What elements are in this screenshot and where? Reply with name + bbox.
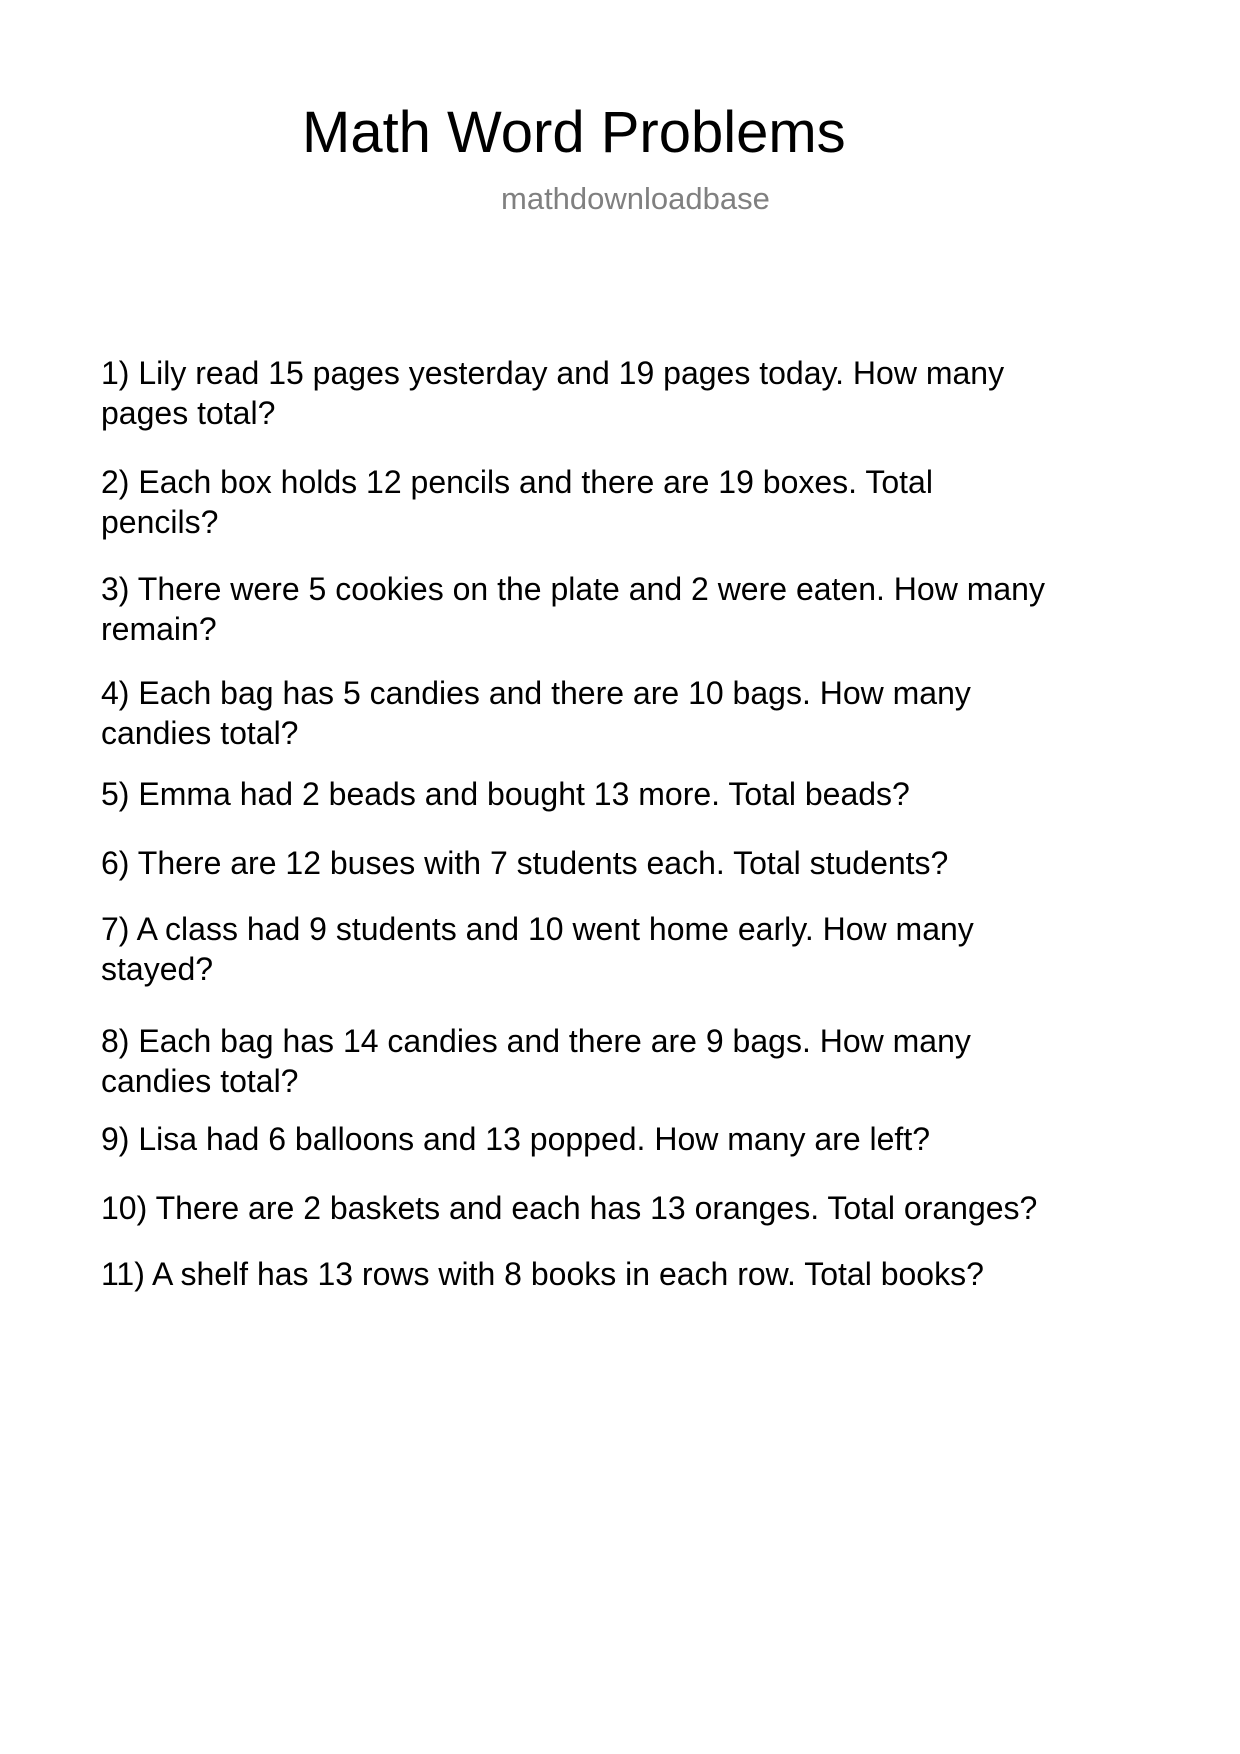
page-subtitle: mathdownloadbase (501, 181, 770, 216)
problem-text-line: 8) Each bag has 14 candies and there are 9 bags. How many (101, 1023, 971, 1059)
problem-text-line: 2) Each box holds 12 pencils and there are 19 boxes. Total (101, 464, 933, 500)
problem-text-line: pencils? (101, 504, 219, 540)
problem-item (101, 353, 1201, 433)
problem-item (101, 673, 1201, 753)
problem-text-line: 5) Emma had 2 beads and bought 13 more. Total beads? (101, 776, 910, 812)
problem-item (101, 1188, 1201, 1228)
problem-item (101, 1119, 1201, 1159)
problem-text-line: 6) There are 12 buses with 7 students each. Total students? (101, 845, 949, 881)
problem-item (101, 843, 1201, 883)
problem-item (101, 909, 1201, 989)
page-title: Math Word Problems (302, 100, 846, 165)
problem-item (101, 569, 1201, 649)
problem-text-line: 10) There are 2 baskets and each has 13 oranges. Total oranges? (101, 1190, 1038, 1226)
problem-text-line: 4) Each bag has 5 candies and there are 10 bags. How many (101, 675, 971, 711)
problem-text-line: remain? (101, 611, 217, 647)
problem-text-line: 9) Lisa had 6 balloons and 13 popped. How many are left? (101, 1121, 930, 1157)
problem-text-line: candies total? (101, 715, 299, 751)
problem-text-line: 1) Lily read 15 pages yesterday and 19 pages today. How many (101, 355, 1005, 391)
problem-item (101, 1254, 1201, 1294)
problem-text-line: 11) A shelf has 13 rows with 8 books in each row. Total books? (101, 1256, 984, 1292)
problem-text-line: pages total? (101, 395, 276, 431)
problem-text-line: stayed? (101, 951, 214, 987)
problem-item (101, 774, 1201, 814)
problem-item (101, 1021, 1201, 1101)
problem-text-line: candies total? (101, 1063, 299, 1099)
problem-text-line: 3) There were 5 cookies on the plate and 2 were eaten. How many (101, 571, 1045, 607)
problem-text-line: 7) A class had 9 students and 10 went home early. How many (101, 911, 974, 947)
problem-item (101, 462, 1201, 542)
